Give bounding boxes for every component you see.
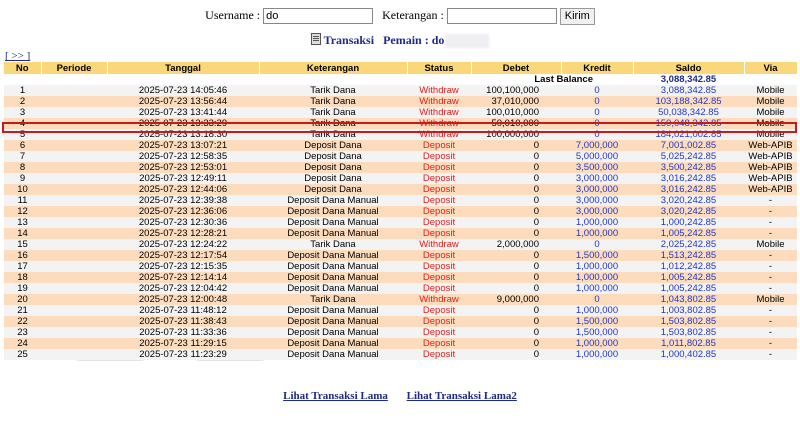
row-no: 12 <box>4 206 41 217</box>
row-periode <box>41 305 107 316</box>
row-status: Deposit <box>407 162 471 173</box>
row-debet: 0 <box>471 195 561 206</box>
row-kredit: 0 <box>561 118 633 129</box>
row-tanggal: 2025-07-23 13:56:44 <box>107 96 259 107</box>
row-no: 14 <box>4 228 41 239</box>
table-row <box>4 96 797 107</box>
keterangan-label: Keterangan : <box>382 8 444 22</box>
row-status: Deposit <box>407 327 471 338</box>
column-header: No <box>4 62 41 74</box>
row-periode <box>41 96 107 107</box>
row-saldo: 5,025,242.85 <box>633 151 744 162</box>
last-balance-value: 3,088,342.85 <box>633 74 744 85</box>
row-tanggal: 2025-07-23 12:58:35 <box>107 151 259 162</box>
row-status: Withdraw <box>407 96 471 107</box>
row-periode <box>41 261 107 272</box>
row-keterangan: Deposit Dana <box>259 173 407 184</box>
table-row <box>4 349 797 360</box>
row-debet: 0 <box>471 283 561 294</box>
row-status: Deposit <box>407 316 471 327</box>
row-saldo: 1,005,242.85 <box>633 272 744 283</box>
row-saldo: 3,016,242.85 <box>633 173 744 184</box>
row-no: 3 <box>4 107 41 118</box>
row-debet: 0 <box>471 338 561 349</box>
row-saldo: 1,503,802.85 <box>633 316 744 327</box>
pemain-label: Pemain : do <box>383 33 445 47</box>
row-status: Withdraw <box>407 129 471 140</box>
row-tanggal: 2025-07-23 13:33:29 <box>107 118 259 129</box>
table-row <box>4 162 797 173</box>
username-input[interactable] <box>263 8 373 24</box>
row-status: Deposit <box>407 151 471 162</box>
row-periode <box>41 327 107 338</box>
row-status: Deposit <box>407 305 471 316</box>
last-balance-label: Last Balance <box>4 74 633 85</box>
row-debet: 0 <box>471 250 561 261</box>
row-debet: 0 <box>471 272 561 283</box>
row-debet: 0 <box>471 140 561 151</box>
row-saldo: 3,020,242.85 <box>633 195 744 206</box>
row-kredit: 1,500,000 <box>561 316 633 327</box>
row-periode <box>41 184 107 195</box>
table-row <box>4 239 797 250</box>
row-saldo: 1,005,242.85 <box>633 228 744 239</box>
row-kredit: 1,000,000 <box>561 338 633 349</box>
row-tanggal: 2025-07-23 11:29:15 <box>107 338 259 349</box>
row-status: Withdraw <box>407 239 471 250</box>
row-status: Withdraw <box>407 107 471 118</box>
column-header: Via <box>744 62 797 74</box>
row-keterangan: Tarik Dana <box>259 96 407 107</box>
row-keterangan: Deposit Dana Manual <box>259 228 407 239</box>
row-kredit: 1,000,000 <box>561 228 633 239</box>
row-keterangan: Tarik Dana <box>259 118 407 129</box>
row-debet: 0 <box>471 151 561 162</box>
row-via: - <box>744 228 797 239</box>
row-debet: 0 <box>471 228 561 239</box>
row-no: 25 <box>4 349 41 360</box>
row-debet: 50,010,000 <box>471 118 561 129</box>
row-via: - <box>744 261 797 272</box>
row-periode <box>41 129 107 140</box>
row-via: - <box>744 217 797 228</box>
row-keterangan: Tarik Dana <box>259 129 407 140</box>
row-no: 13 <box>4 217 41 228</box>
row-tanggal: 2025-07-23 14:05:46 <box>107 85 259 96</box>
row-status: Withdraw <box>407 85 471 96</box>
redacted-username <box>445 34 489 48</box>
table-row <box>4 250 797 261</box>
row-no: 8 <box>4 162 41 173</box>
table-row <box>4 272 797 283</box>
row-status: Deposit <box>407 250 471 261</box>
row-saldo: 1,513,242.85 <box>633 250 744 261</box>
row-no: 17 <box>4 261 41 272</box>
row-debet: 0 <box>471 305 561 316</box>
row-via: - <box>744 338 797 349</box>
row-no: 19 <box>4 283 41 294</box>
row-via: - <box>744 283 797 294</box>
row-debet: 0 <box>471 173 561 184</box>
table-row <box>4 195 797 206</box>
row-debet: 0 <box>471 184 561 195</box>
row-via: - <box>744 316 797 327</box>
row-debet: 0 <box>471 206 561 217</box>
old-transactions-link-2[interactable]: Lihat Transaksi Lama2 <box>406 390 517 402</box>
row-tanggal: 2025-07-23 12:53:01 <box>107 162 259 173</box>
row-periode <box>41 140 107 151</box>
row-tanggal: 2025-07-23 12:49:11 <box>107 173 259 184</box>
table-row <box>4 294 797 305</box>
row-no: 18 <box>4 272 41 283</box>
row-saldo: 7,001,002.85 <box>633 140 744 151</box>
row-debet: 0 <box>471 162 561 173</box>
table-row <box>4 217 797 228</box>
row-tanggal: 2025-07-23 13:18:30 <box>107 129 259 140</box>
row-keterangan: Tarik Dana <box>259 294 407 305</box>
row-via: Web-APIB <box>744 184 797 195</box>
row-no: 6 <box>4 140 41 151</box>
row-no: 7 <box>4 151 41 162</box>
row-tanggal: 2025-07-23 11:23:29 <box>107 349 259 360</box>
row-debet: 37,010,000 <box>471 96 561 107</box>
row-via: - <box>744 349 797 360</box>
row-keterangan: Deposit Dana Manual <box>259 327 407 338</box>
row-status: Deposit <box>407 140 471 151</box>
row-periode <box>41 217 107 228</box>
row-tanggal: 2025-07-23 12:44:06 <box>107 184 259 195</box>
row-status: Deposit <box>407 195 471 206</box>
row-debet: 0 <box>471 327 561 338</box>
row-periode <box>41 338 107 349</box>
row-no: 1 <box>4 85 41 96</box>
row-periode <box>41 349 107 360</box>
row-tanggal: 2025-07-23 12:17:54 <box>107 250 259 261</box>
row-keterangan: Deposit Dana Manual <box>259 217 407 228</box>
table-row <box>4 228 797 239</box>
row-tanggal: 2025-07-23 12:00:48 <box>107 294 259 305</box>
row-via: Mobile <box>744 129 797 140</box>
transaction-table <box>4 62 798 360</box>
row-periode <box>41 173 107 184</box>
column-header: Kredit <box>561 62 633 74</box>
row-status: Deposit <box>407 338 471 349</box>
row-status: Deposit <box>407 173 471 184</box>
table-row <box>4 85 797 96</box>
row-saldo: 3,020,242.85 <box>633 206 744 217</box>
row-status: Deposit <box>407 349 471 360</box>
row-tanggal: 2025-07-23 12:15:35 <box>107 261 259 272</box>
row-kredit: 1,000,000 <box>561 217 633 228</box>
footer-links <box>0 390 800 402</box>
row-keterangan: Deposit Dana Manual <box>259 195 407 206</box>
table-row <box>4 338 797 349</box>
row-status: Deposit <box>407 184 471 195</box>
row-status: Deposit <box>407 206 471 217</box>
row-via: Mobile <box>744 118 797 129</box>
row-periode <box>41 272 107 283</box>
table-row <box>4 151 797 162</box>
table-row <box>4 327 797 338</box>
row-kredit: 3,000,000 <box>561 184 633 195</box>
row-via: Web-APIB <box>744 173 797 184</box>
row-debet: 100,100,000 <box>471 85 561 96</box>
keterangan-input[interactable] <box>447 8 557 24</box>
row-periode <box>41 228 107 239</box>
row-kredit: 3,000,000 <box>561 195 633 206</box>
row-via: - <box>744 272 797 283</box>
row-saldo: 3,016,242.85 <box>633 184 744 195</box>
row-periode <box>41 239 107 250</box>
row-saldo: 2,025,242.85 <box>633 239 744 250</box>
kirim-button[interactable]: Kirim <box>560 8 595 25</box>
row-status: Deposit <box>407 228 471 239</box>
row-debet: 100,010,000 <box>471 107 561 118</box>
row-status: Deposit <box>407 217 471 228</box>
row-keterangan: Tarik Dana <box>259 239 407 250</box>
row-via: Mobile <box>744 96 797 107</box>
row-tanggal: 2025-07-23 12:14:14 <box>107 272 259 283</box>
document-icon <box>311 33 321 45</box>
row-kredit: 1,000,000 <box>561 283 633 294</box>
row-periode <box>41 195 107 206</box>
old-transactions-link[interactable]: Lihat Transaksi Lama <box>283 390 388 402</box>
row-keterangan: Deposit Dana Manual <box>259 272 407 283</box>
row-periode <box>41 206 107 217</box>
table-row <box>4 173 797 184</box>
row-status: Deposit <box>407 261 471 272</box>
row-via: Mobile <box>744 85 797 96</box>
row-via: - <box>744 206 797 217</box>
row-debet: 0 <box>471 217 561 228</box>
row-periode <box>41 151 107 162</box>
row-kredit: 0 <box>561 96 633 107</box>
row-tanggal: 2025-07-23 13:41:44 <box>107 107 259 118</box>
row-saldo: 1,000,242.85 <box>633 217 744 228</box>
table-row <box>4 129 797 140</box>
row-periode <box>41 118 107 129</box>
row-kredit: 1,500,000 <box>561 327 633 338</box>
row-tanggal: 2025-07-23 12:24:22 <box>107 239 259 250</box>
row-tanggal: 2025-07-23 12:28:21 <box>107 228 259 239</box>
row-via: Web-APIB <box>744 162 797 173</box>
row-via: - <box>744 195 797 206</box>
row-tanggal: 2025-07-23 12:04:42 <box>107 283 259 294</box>
row-kredit: 0 <box>561 239 633 250</box>
row-kredit: 0 <box>561 85 633 96</box>
row-saldo: 3,500,242.85 <box>633 162 744 173</box>
column-header: Tanggal <box>107 62 259 74</box>
row-no: 2 <box>4 96 41 107</box>
column-header: Keterangan <box>259 62 407 74</box>
row-kredit: 1,000,000 <box>561 349 633 360</box>
search-bar <box>0 6 800 25</box>
column-header: Debet <box>471 62 561 74</box>
row-via: - <box>744 250 797 261</box>
row-keterangan: Deposit Dana <box>259 184 407 195</box>
row-via: Web-APIB <box>744 140 797 151</box>
row-keterangan: Deposit Dana Manual <box>259 305 407 316</box>
row-no: 22 <box>4 316 41 327</box>
row-status: Withdraw <box>407 294 471 305</box>
row-via: Mobile <box>744 107 797 118</box>
row-via: Mobile <box>744 239 797 250</box>
row-keterangan: Deposit Dana <box>259 151 407 162</box>
row-saldo: 3,088,342.85 <box>633 85 744 96</box>
row-tanggal: 2025-07-23 12:39:38 <box>107 195 259 206</box>
row-kredit: 0 <box>561 294 633 305</box>
row-debet: 0 <box>471 316 561 327</box>
row-no: 23 <box>4 327 41 338</box>
transaksi-label: Transaksi <box>323 33 375 47</box>
row-via: - <box>744 305 797 316</box>
row-tanggal: 2025-07-23 12:36:06 <box>107 206 259 217</box>
row-no: 5 <box>4 129 41 140</box>
row-periode <box>41 107 107 118</box>
row-kredit: 1,000,000 <box>561 305 633 316</box>
row-periode <box>41 162 107 173</box>
row-tanggal: 2025-07-23 13:07:21 <box>107 140 259 151</box>
row-no: 10 <box>4 184 41 195</box>
row-keterangan: Deposit Dana <box>259 162 407 173</box>
row-no: 24 <box>4 338 41 349</box>
row-kredit: 3,500,000 <box>561 162 633 173</box>
page-title <box>0 33 800 48</box>
row-saldo: 1,000,402.85 <box>633 349 744 360</box>
table-row <box>4 184 797 195</box>
row-tanggal: 2025-07-23 12:30:36 <box>107 217 259 228</box>
table-header-row <box>4 62 797 74</box>
row-no: 9 <box>4 173 41 184</box>
row-debet: 0 <box>471 349 561 360</box>
row-keterangan: Tarik Dana <box>259 85 407 96</box>
row-no: 16 <box>4 250 41 261</box>
row-keterangan: Deposit Dana Manual <box>259 250 407 261</box>
row-status: Withdraw <box>407 118 471 129</box>
row-keterangan: Deposit Dana Manual <box>259 349 407 360</box>
row-via: - <box>744 327 797 338</box>
row-kredit: 1,500,000 <box>561 250 633 261</box>
row-keterangan: Deposit Dana Manual <box>259 283 407 294</box>
row-no: 11 <box>4 195 41 206</box>
row-saldo: 1,043,802.85 <box>633 294 744 305</box>
row-saldo: 184,021,002.85 <box>633 129 744 140</box>
table-row <box>4 261 797 272</box>
table-row <box>4 140 797 151</box>
row-keterangan: Deposit Dana Manual <box>259 261 407 272</box>
row-periode <box>41 316 107 327</box>
row-kredit: 7,000,000 <box>561 140 633 151</box>
table-row <box>4 283 797 294</box>
row-saldo: 1,003,802.85 <box>633 305 744 316</box>
row-status: Deposit <box>407 272 471 283</box>
table-row <box>4 305 797 316</box>
column-header: Status <box>407 62 471 74</box>
next-page-link[interactable]: [ >> ] <box>5 50 31 62</box>
row-keterangan: Deposit Dana <box>259 140 407 151</box>
row-periode <box>41 294 107 305</box>
row-saldo: 150,048,342.85 <box>633 118 744 129</box>
row-via: Mobile <box>744 294 797 305</box>
row-saldo: 1,012,242.85 <box>633 261 744 272</box>
row-via: Web-APIB <box>744 151 797 162</box>
row-kredit: 0 <box>561 129 633 140</box>
row-no: 21 <box>4 305 41 316</box>
row-saldo: 103,188,342.85 <box>633 96 744 107</box>
row-periode <box>41 250 107 261</box>
row-kredit: 3,000,000 <box>561 173 633 184</box>
row-kredit: 5,000,000 <box>561 151 633 162</box>
table-row <box>4 316 797 327</box>
table-row <box>4 107 797 118</box>
row-saldo: 1,011,802.85 <box>633 338 744 349</box>
row-kredit: 0 <box>561 107 633 118</box>
row-no: 4 <box>4 118 41 129</box>
row-periode <box>41 283 107 294</box>
row-debet: 2,000,000 <box>471 239 561 250</box>
row-debet: 9,000,000 <box>471 294 561 305</box>
row-saldo: 1,503,802.85 <box>633 327 744 338</box>
row-tanggal: 2025-07-23 11:33:36 <box>107 327 259 338</box>
row-saldo: 1,005,242.85 <box>633 283 744 294</box>
row-no: 20 <box>4 294 41 305</box>
row-status: Deposit <box>407 283 471 294</box>
last-balance-row <box>4 74 797 85</box>
row-kredit: 3,000,000 <box>561 206 633 217</box>
row-debet: 0 <box>471 261 561 272</box>
column-header: Periode <box>41 62 107 74</box>
row-tanggal: 2025-07-23 11:38:43 <box>107 316 259 327</box>
row-keterangan: Tarik Dana <box>259 107 407 118</box>
row-no: 15 <box>4 239 41 250</box>
row-keterangan: Deposit Dana Manual <box>259 338 407 349</box>
row-debet: 100,000,000 <box>471 129 561 140</box>
row-kredit: 1,000,000 <box>561 272 633 283</box>
row-tanggal: 2025-07-23 11:48:12 <box>107 305 259 316</box>
row-periode <box>41 85 107 96</box>
column-header: Saldo <box>633 62 744 74</box>
row-saldo: 50,038,342.85 <box>633 107 744 118</box>
table-row <box>4 118 797 129</box>
row-keterangan: Deposit Dana Manual <box>259 316 407 327</box>
table-row <box>4 206 797 217</box>
username-label: Username : <box>205 8 261 22</box>
row-keterangan: Deposit Dana Manual <box>259 206 407 217</box>
row-kredit: 1,000,000 <box>561 261 633 272</box>
